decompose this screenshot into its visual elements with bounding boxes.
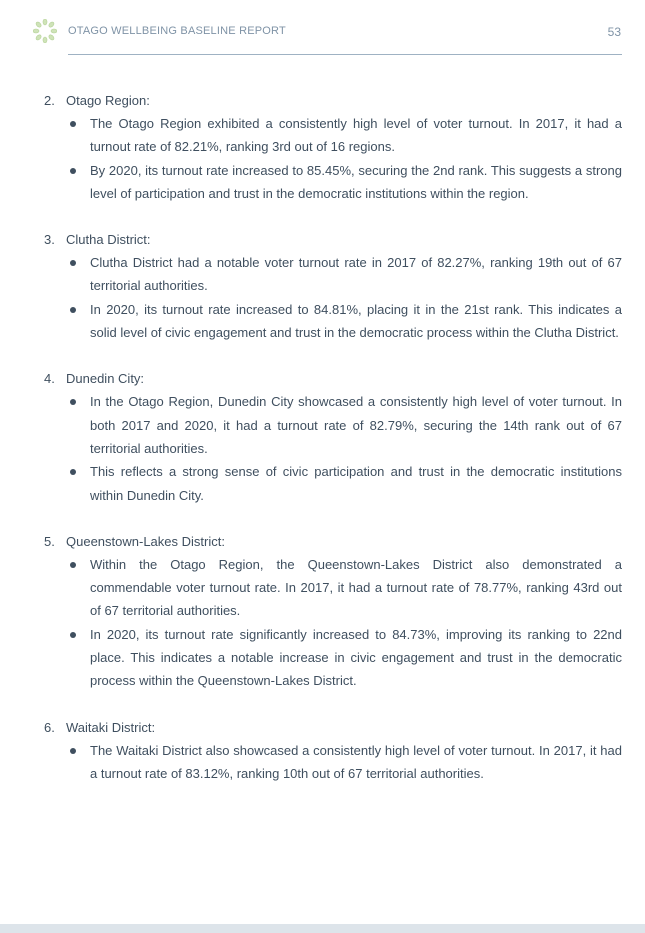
bullet-text: The Waitaki District also showcased a consistently high level of voter turnout. In 2017, it had a turnout rate of 83.12%, ranking 10th out of 67 territorial authorities. [90, 742, 622, 781]
page-number: 53 [607, 25, 621, 39]
section-title: Otago Region: [66, 93, 150, 108]
bullet-icon [68, 251, 90, 298]
list-item [68, 251, 622, 298]
bullet-icon [68, 112, 90, 159]
section-number: 5. [44, 533, 55, 549]
bullet-icon [68, 390, 90, 460]
list-item [68, 298, 622, 345]
header-divider [68, 54, 622, 55]
bullet-text: The Otago Region exhibited a consistently high level of voter turnout. In 2017, it had a turnout rate of 82.21%, ranking 3rd out of 16 regions. [90, 116, 622, 155]
bullet-text: Within the Otago Region, the Queenstown-Lakes District also demonstrated a commendable voter turnout rate. In 2017, it had a turnout rate of 78.77%, ranking 43rd out of 67 territorial authorities. [90, 556, 622, 619]
section-clutha-district [44, 228, 622, 344]
list-item [68, 460, 622, 507]
section-number: 4. [44, 371, 55, 387]
section-title: Queenstown-Lakes District: [66, 533, 225, 549]
document-body [44, 89, 622, 808]
section-heading [44, 716, 622, 739]
bullet-icon [68, 623, 90, 693]
section-title: Dunedin City: [66, 371, 145, 387]
section-heading [44, 89, 622, 112]
bullet-icon [68, 739, 90, 786]
bullet-text: This reflects a strong sense of civic participation and trust in the democratic institutions within Dunedin City. [90, 464, 622, 503]
bullet-icon [68, 159, 90, 206]
bullet-icon [68, 460, 90, 507]
list-item [68, 739, 622, 786]
bullet-list [44, 112, 622, 205]
bullet-text: By 2020, its turnout rate increased to 85.45%, securing the 2nd rank. This suggests a strong level of participation and trust in the democratic institutions within the region. [90, 162, 622, 201]
bullet-list [44, 390, 622, 506]
section-heading [44, 228, 622, 251]
section-number: 2. [44, 93, 55, 108]
bullet-text: In 2020, its turnout rate increased to 84.81%, placing it in the 21st rank. This indicates a solid level of civic engagement and trust in the democratic process within the Clutha District. [90, 301, 622, 341]
section-waitaki-district [44, 716, 622, 786]
bullet-list [44, 553, 622, 693]
page-header [0, 0, 645, 56]
section-title: Clutha District: [66, 232, 151, 248]
section-dunedin-city [44, 367, 622, 506]
section-number: 3. [44, 232, 55, 248]
list-item [68, 390, 622, 460]
list-item [68, 553, 622, 623]
bullet-text: In the Otago Region, Dunedin City showcased a consistently high level of voter turnout. In both 2017 and 2020, it had a turnout rate of 82.79%, securing the 14th rank out of 67 territorial authorities. [90, 394, 622, 456]
section-otago-region [44, 89, 622, 205]
section-title: Waitaki District: [66, 719, 156, 735]
section-number: 6. [44, 719, 55, 735]
bullet-list [44, 251, 622, 344]
bullet-icon [68, 553, 90, 623]
list-item [68, 623, 622, 693]
footer-bar [0, 924, 645, 933]
list-item [68, 159, 622, 206]
section-queenstown-lakes-district [44, 530, 622, 693]
leaf-wreath-icon [33, 19, 57, 43]
bullet-icon [68, 298, 90, 345]
section-heading [44, 367, 622, 390]
bullet-text: Clutha District had a notable voter turnout rate in 2017 of 82.27%, ranking 19th out of 67 territorial authorities. [90, 255, 622, 294]
list-item [68, 112, 622, 159]
bullet-list [44, 739, 622, 786]
bullet-text: In 2020, its turnout rate significantly increased to 84.73%, improving its ranking to 22nd place. This indicates a notable increase in civic engagement and trust in the democratic process within the Queenstown-Lakes District. [90, 626, 622, 689]
report-title: OTAGO WELLBEING BASELINE REPORT [68, 25, 286, 37]
section-heading [44, 530, 622, 553]
